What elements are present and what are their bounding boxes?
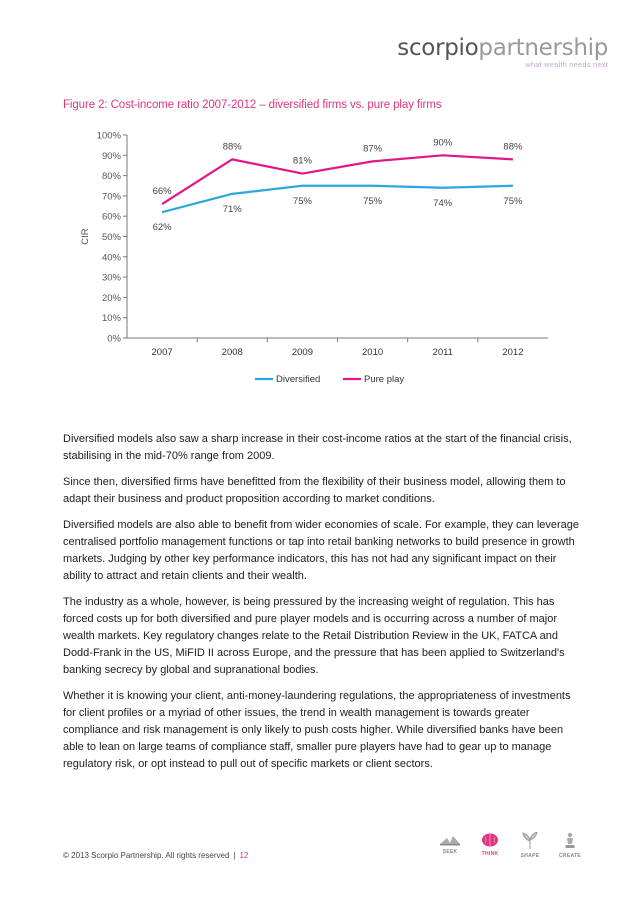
footer-icon-strip (437, 832, 583, 859)
y-tick-label: 90% (101, 150, 121, 162)
x-tick-label: 2007 (151, 347, 173, 358)
chess-piece-icon (559, 832, 581, 850)
books-icon (439, 832, 461, 846)
y-tick-label: 0% (107, 333, 121, 345)
data-label: 75% (292, 195, 312, 207)
data-label: 81% (292, 155, 312, 167)
data-label: 88% (503, 141, 523, 153)
y-tick-label: 80% (101, 171, 121, 183)
data-label: 62% (152, 222, 172, 234)
footer (63, 851, 248, 860)
logo-tagline: what wealth needs next (525, 60, 608, 69)
body-paragraph-4: The industry as a whole, however, is being pressured by the increasing weight of regulation. This has forced costs up for both diversified and pure player models and is occurring across a number of major wealth markets. Key regulatory changes relate to the Retail Distribution Review in the UK, FATCA and Dodd-Frank in the US, MiFID II across Europe, and the pressure that has been applied to Switzerland's banking secrecy by global and supranational bodies. (63, 596, 565, 676)
y-tick-label: 20% (101, 292, 121, 304)
create-item (557, 832, 583, 859)
data-label: 90% (433, 137, 453, 149)
x-tick-label: 2008 (221, 347, 243, 358)
logo-part-scorpio: scorpio (397, 35, 479, 61)
y-tick-label: 50% (101, 232, 121, 243)
shape-item (517, 832, 543, 859)
y-tick-label: 60% (101, 211, 121, 223)
x-tick-label: 2010 (362, 347, 384, 358)
seek-label: SEEK (442, 849, 458, 855)
x-tick-label: 2012 (502, 347, 524, 358)
create-label: CREATE (559, 853, 581, 859)
data-label: 74% (433, 197, 453, 209)
page-number: 12 (239, 851, 249, 860)
y-axis-title: CIR (80, 228, 91, 245)
data-label: 88% (222, 141, 242, 153)
body-paragraph-5: Whether it is knowing your client, anti-money-laundering regulations, the appropriateness of investments for client profiles or a myriad of other issues, the trend in wealth management is towards greater compliance and risk management is only likely to push costs higher. While diversified banks have been able to lean on large teams of compliance staff, smaller pure players have had to gear up to manage regulatory risk, or opt instead to pull out of specific markets or client sectors. (63, 690, 571, 770)
y-tick-label: 70% (101, 191, 121, 203)
y-tick-label: 30% (101, 272, 121, 284)
data-label: 75% (363, 195, 383, 207)
footer-copyright: © 2013 Scorpio Partnership. All rights reserved (63, 851, 230, 860)
seek-item (437, 832, 463, 859)
y-tick-label: 10% (101, 313, 121, 325)
data-label: 66% (152, 186, 172, 198)
body-text (63, 431, 583, 782)
think-label: THINK (481, 851, 499, 857)
series-line-diversified (162, 186, 513, 212)
footer-separator: | (233, 851, 236, 860)
figure-caption: Figure 2: Cost-income ratio 2007-2012 – diversified firms vs. pure play firms (63, 99, 442, 111)
body-paragraph-3: Diversified models are also able to benefit from wider economies of scale. For example, they can leverage centralised portfolio management functions or tap into retail banking networks to build presence in growth markets. Judging by other key performance indicators, this has not had any significant impact on their ability to attract and retain clients and their wealth. (63, 519, 580, 582)
legend-entry: Diversified (276, 374, 321, 385)
x-tick-label: 2009 (291, 347, 313, 358)
series-line-pure-play (162, 155, 513, 204)
brain-icon (479, 832, 501, 848)
legend-entry: Pure play (364, 374, 405, 385)
data-label: 75% (503, 195, 523, 207)
data-label: 71% (222, 203, 242, 215)
logo-part-partnership: partnership (478, 35, 608, 61)
body-paragraph-2: Since then, diversified firms have benefitted from the flexibility of their business model, allowing them to adapt their business and product proposition according to market conditions. (63, 476, 566, 505)
shape-label: SHAPE (520, 853, 540, 859)
x-tick-label: 2011 (432, 347, 453, 358)
y-tick-label: 40% (101, 252, 121, 264)
brand-logo (397, 36, 608, 69)
plant-icon (519, 832, 541, 850)
think-item (477, 832, 503, 859)
data-label: 87% (363, 143, 383, 155)
y-tick-label: 100% (96, 130, 121, 142)
body-paragraph-1: Diversified models also saw a sharp increase in their cost-income ratios at the start of the financial crisis, stabilising in the mid-70% range from 2009. (63, 433, 572, 462)
logo-wordmark (397, 36, 608, 60)
cir-line-chart (70, 120, 560, 400)
